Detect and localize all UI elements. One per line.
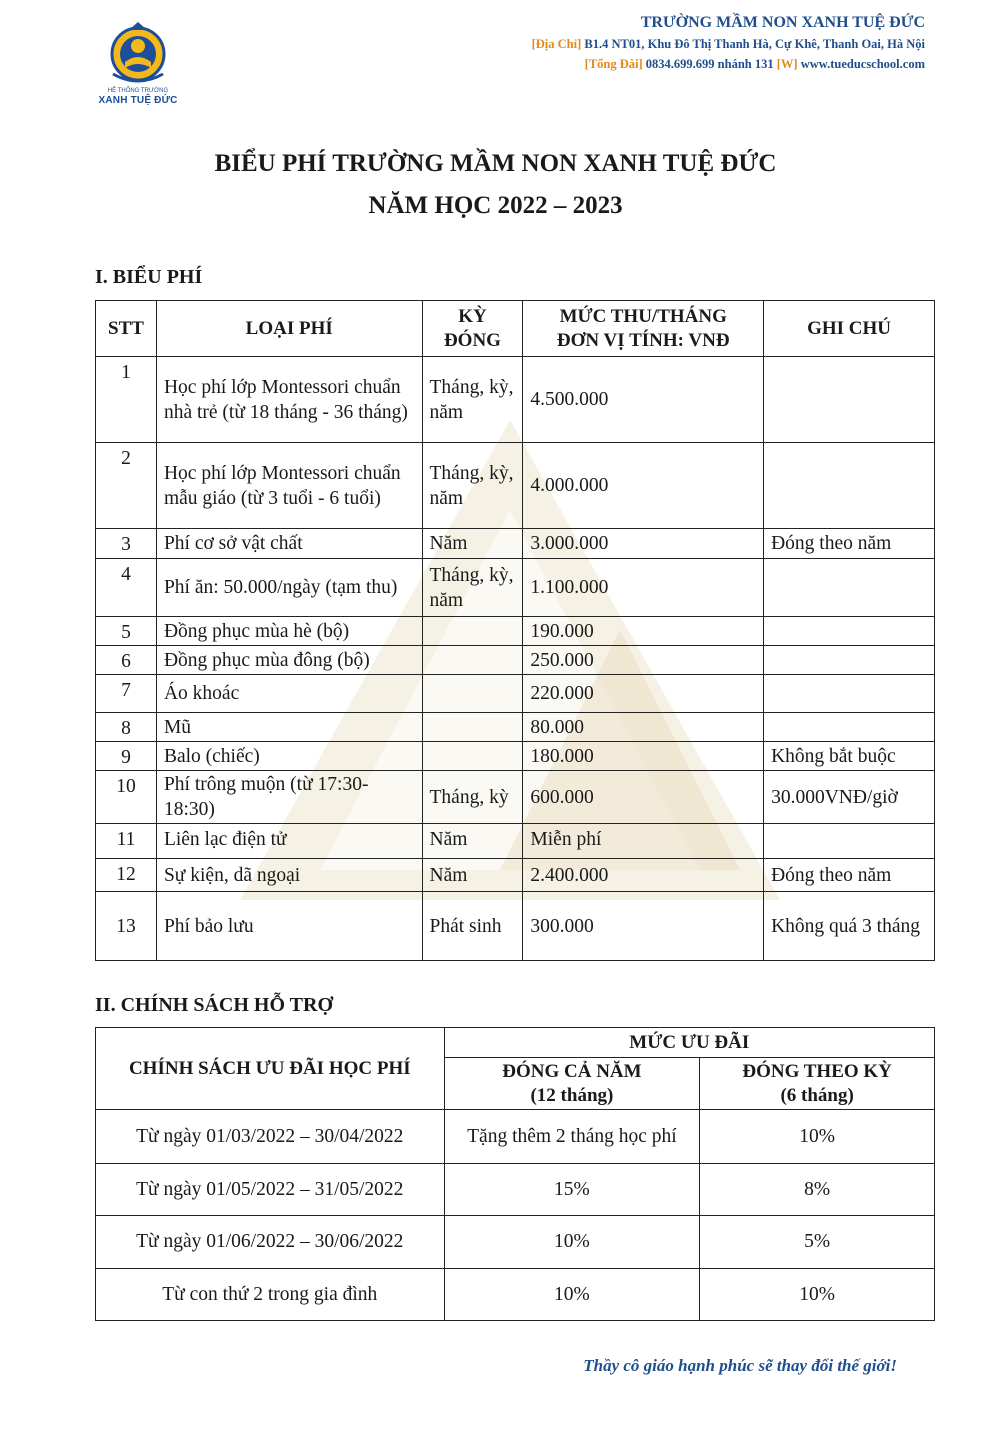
header-period-line1: KỲ <box>458 305 487 327</box>
row-period: Tháng, kỳ <box>422 771 523 824</box>
row-stt: 10 <box>96 771 157 824</box>
school-year-title: NĂM HỌC 2022 – 2023 <box>368 192 623 219</box>
web-text: www.tueducschool.com <box>800 57 925 71</box>
row-period <box>422 646 523 675</box>
row-stt: 7 <box>96 675 157 713</box>
row-note <box>764 357 935 443</box>
row-fee-type: Phí bảo lưu <box>156 892 422 961</box>
row-period: Phát sinh <box>422 892 523 961</box>
table-row <box>96 1216 935 1269</box>
row-fee-type: Phí cơ sở vật chất <box>156 529 422 559</box>
row-period: Năm <box>422 529 523 559</box>
table-row <box>96 617 935 646</box>
phone-text: 0834.699.699 nhánh 131 <box>645 57 774 71</box>
header-amount-line1: MỨC THU/THÁNG <box>559 305 727 327</box>
row-stt: 12 <box>96 859 157 892</box>
row-period: Năm <box>422 824 523 859</box>
row-note <box>764 713 935 742</box>
row-stt: 11 <box>96 824 157 859</box>
row-period <box>422 742 523 771</box>
policy-full-year: 10% <box>444 1216 700 1269</box>
row-fee-type: Balo (chiếc) <box>156 742 422 771</box>
row-amount: 600.000 <box>523 771 764 824</box>
row-amount: 80.000 <box>523 713 764 742</box>
policy-by-term: 10% <box>700 1269 935 1321</box>
row-amount: 1.100.000 <box>523 559 764 617</box>
table-row <box>96 771 935 824</box>
policy-full-year: 15% <box>444 1164 700 1216</box>
row-note: Không bắt buộc <box>764 742 935 771</box>
header-policy: CHÍNH SÁCH ƯU ĐÃI HỌC PHÍ <box>96 1028 445 1110</box>
table-row <box>96 713 935 742</box>
footer-slogan: Thầy cô giáo hạnh phúc sẽ thay đổi thế giới! <box>583 1356 897 1375</box>
logo-tagline: HỆ THỐNG TRƯỜNG <box>107 88 169 94</box>
row-stt: 13 <box>96 892 157 961</box>
row-note <box>764 646 935 675</box>
school-crest-icon <box>107 22 169 88</box>
header-note: GHI CHÚ <box>764 301 935 357</box>
row-note <box>764 824 935 859</box>
logo-name: XANH TUỆ ĐỨC <box>98 95 178 106</box>
row-fee-type: Học phí lớp Montessori chuẩn nhà trẻ (từ 18 tháng - 36 tháng) <box>156 357 422 443</box>
row-fee-type: Học phí lớp Montessori chuẩn mẫu giáo (từ 3 tuổi - 6 tuổi) <box>156 443 422 529</box>
policy-full-year: Tặng thêm 2 tháng học phí <box>444 1110 700 1164</box>
table-row <box>96 357 935 443</box>
contact-line <box>532 54 925 74</box>
policy-label: Từ ngày 01/06/2022 – 30/06/2022 <box>96 1216 445 1269</box>
row-fee-type: Mũ <box>156 713 422 742</box>
row-stt: 8 <box>96 713 157 742</box>
header-period <box>422 301 523 357</box>
address-line <box>532 34 925 54</box>
policy-label: Từ ngày 01/03/2022 – 30/04/2022 <box>96 1110 445 1164</box>
row-stt: 5 <box>96 617 157 646</box>
table-row <box>96 646 935 675</box>
row-amount: 180.000 <box>523 742 764 771</box>
policy-section-title: II. CHÍNH SÁCH HỖ TRỢ <box>95 994 334 1016</box>
row-period <box>422 675 523 713</box>
row-amount: 190.000 <box>523 617 764 646</box>
table-row <box>96 892 935 961</box>
policy-label: Từ ngày 01/05/2022 – 31/05/2022 <box>96 1164 445 1216</box>
header-discount: MỨC ƯU ĐÃI <box>444 1028 934 1058</box>
address-text: B1.4 NT01, Khu Đô Thị Thanh Hà, Cự Khê, Thanh Oai, Hà Nội <box>584 37 925 51</box>
header-full-year <box>444 1058 700 1110</box>
row-amount: 220.000 <box>523 675 764 713</box>
row-stt: 2 <box>96 443 157 529</box>
policy-header-top <box>96 1028 935 1058</box>
row-fee-type: Đồng phục mùa đông (bộ) <box>156 646 422 675</box>
table-row <box>96 529 935 559</box>
fee-section-title: I. BIỂU PHÍ <box>95 266 203 288</box>
table-row <box>96 559 935 617</box>
table-row <box>96 1269 935 1321</box>
row-period: Năm <box>422 859 523 892</box>
school-contact-info <box>532 12 925 74</box>
header-stt: STT <box>96 301 157 357</box>
policy-label: Từ con thứ 2 trong gia đình <box>96 1269 445 1321</box>
row-note: Đóng theo năm <box>764 859 935 892</box>
header-full-year-line2: (12 tháng) <box>530 1084 614 1106</box>
row-note <box>764 617 935 646</box>
row-stt: 3 <box>96 529 157 559</box>
policy-by-term: 10% <box>700 1110 935 1164</box>
policy-table <box>95 1027 935 1321</box>
phone-tag: [Tổng Đài] <box>584 57 643 71</box>
fee-table <box>95 300 935 961</box>
policy-by-term: 8% <box>700 1164 935 1216</box>
table-row <box>96 1110 935 1164</box>
row-amount: 250.000 <box>523 646 764 675</box>
document-title: BIỂU PHÍ TRƯỜNG MẦM NON XANH TUỆ ĐỨC <box>214 150 777 177</box>
row-fee-type: Phí trông muộn (từ 17:30-18:30) <box>156 771 422 824</box>
school-logo <box>92 22 184 116</box>
row-note: Đóng theo năm <box>764 529 935 559</box>
web-tag: [W] <box>776 57 798 71</box>
row-amount: 4.000.000 <box>523 443 764 529</box>
table-row <box>96 1164 935 1216</box>
row-period <box>422 713 523 742</box>
header-full-year-line1: ĐÓNG CẢ NĂM <box>502 1060 642 1082</box>
row-note <box>764 559 935 617</box>
row-note: Không quá 3 tháng <box>764 892 935 961</box>
row-period: Tháng, kỳ, năm <box>422 443 523 529</box>
header-by-term-line2: (6 tháng) <box>780 1084 854 1106</box>
row-stt: 4 <box>96 559 157 617</box>
row-fee-type: Sự kiện, dã ngoại <box>156 859 422 892</box>
header-amount <box>523 301 764 357</box>
row-note: 30.000VNĐ/giờ <box>764 771 935 824</box>
header-fee-type: LOẠI PHÍ <box>156 301 422 357</box>
row-fee-type: Liên lạc điện tử <box>156 824 422 859</box>
table-row <box>96 675 935 713</box>
row-fee-type: Áo khoác <box>156 675 422 713</box>
row-note <box>764 675 935 713</box>
row-fee-type: Đồng phục mùa hè (bộ) <box>156 617 422 646</box>
row-amount: 4.500.000 <box>523 357 764 443</box>
row-amount: Miễn phí <box>523 824 764 859</box>
address-tag: [Địa Chỉ] <box>531 37 582 51</box>
school-name: TRƯỜNG MẦM NON XANH TUỆ ĐỨC <box>640 14 925 31</box>
fee-table-header <box>96 301 935 357</box>
policy-by-term: 5% <box>700 1216 935 1269</box>
table-row <box>96 859 935 892</box>
header-by-term-line1: ĐÓNG THEO KỲ <box>742 1060 892 1082</box>
row-period: Tháng, kỳ, năm <box>422 559 523 617</box>
row-stt: 6 <box>96 646 157 675</box>
policy-full-year: 10% <box>444 1269 700 1321</box>
row-period <box>422 617 523 646</box>
row-fee-type: Phí ăn: 50.000/ngày (tạm thu) <box>156 559 422 617</box>
header-by-term <box>700 1058 935 1110</box>
table-row <box>96 824 935 859</box>
header-period-line2: ĐÓNG <box>443 329 501 351</box>
row-amount: 300.000 <box>523 892 764 961</box>
row-stt: 1 <box>96 357 157 443</box>
row-stt: 9 <box>96 742 157 771</box>
table-row <box>96 443 935 529</box>
header-amount-line2: ĐƠN VỊ TÍNH: VNĐ <box>556 329 730 351</box>
row-amount: 3.000.000 <box>523 529 764 559</box>
row-note <box>764 443 935 529</box>
row-period: Tháng, kỳ, năm <box>422 357 523 443</box>
table-row <box>96 742 935 771</box>
row-amount: 2.400.000 <box>523 859 764 892</box>
